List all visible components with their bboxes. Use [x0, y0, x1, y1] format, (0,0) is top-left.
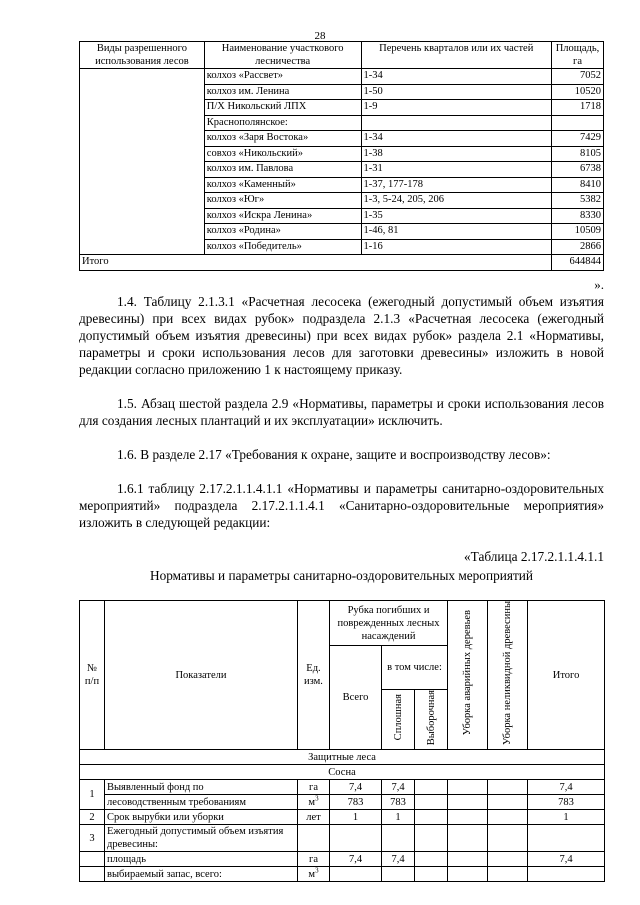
- usage-type-cell: [80, 208, 205, 224]
- row-clear: 7,4: [382, 780, 415, 795]
- quarter-list: 1-3, 5-24, 205, 206: [361, 193, 551, 209]
- row-clear: [382, 867, 415, 882]
- quarter-list: 1-50: [361, 84, 551, 100]
- area-value: 5382: [552, 193, 604, 209]
- header-quarters: Перечень кварталов или их частей: [361, 42, 551, 69]
- quarter-list: 1-31: [361, 162, 551, 178]
- row-emergency: [448, 825, 488, 852]
- row-selective: [415, 795, 448, 810]
- total-label: Итого: [80, 255, 552, 271]
- row-num: [80, 852, 105, 867]
- district-name: П/Х Никольский ЛПХ: [204, 100, 361, 116]
- page-number: 28: [314, 30, 326, 42]
- district-name: колхоз «Каменный»: [204, 177, 361, 193]
- row-label: Ежегодный допустимый объем изъятия древесины:: [105, 825, 298, 852]
- row-emergency: [448, 780, 488, 795]
- forest-districts-table: [79, 41, 604, 271]
- row-total: [330, 867, 382, 882]
- district-name: колхоз «Искра Ленина»: [204, 208, 361, 224]
- usage-type-cell: [80, 115, 205, 131]
- usage-type-cell: [80, 162, 205, 178]
- unit-text: м: [308, 868, 316, 880]
- header-row-1: [80, 601, 605, 646]
- district-name: совхоз «Никольский»: [204, 146, 361, 162]
- header-emergency: [448, 601, 488, 750]
- table-row: [80, 131, 604, 147]
- header-selective: [415, 689, 448, 749]
- row-label: выбираемый запас, всего:: [105, 867, 298, 882]
- row-label: лесоводственным требованиям: [105, 795, 298, 810]
- row-emergency: [448, 852, 488, 867]
- district-name: колхоз «Родина»: [204, 224, 361, 240]
- row-illiquid: [488, 867, 528, 882]
- area-value: 8105: [552, 146, 604, 162]
- usage-type-cell: [80, 100, 205, 116]
- table-row: [80, 208, 604, 224]
- row-total: 7,4: [330, 780, 382, 795]
- row-total: 783: [330, 795, 382, 810]
- row-illiquid: [488, 810, 528, 825]
- row-selective: [415, 867, 448, 882]
- row-total: 1: [330, 810, 382, 825]
- row-unit: [298, 867, 330, 882]
- header-emergency-text: Уборка аварийных деревьев: [462, 610, 474, 736]
- row-itogo: 1: [528, 810, 605, 825]
- subsection-title: Сосна: [80, 765, 605, 780]
- row-emergency: [448, 867, 488, 882]
- unit-superscript: 3: [315, 794, 319, 803]
- row-unit: га: [298, 780, 330, 795]
- table-row: [80, 825, 605, 852]
- row-clear: [382, 825, 415, 852]
- table-row: [80, 239, 604, 255]
- total-row: [80, 255, 604, 271]
- table-row: [80, 84, 604, 100]
- row-num: [80, 867, 105, 882]
- row-illiquid: [488, 795, 528, 810]
- header-district: Наименование участкового лесничества: [204, 42, 361, 69]
- table-row: [80, 810, 605, 825]
- total-value: 644844: [552, 255, 604, 271]
- table-row: [80, 867, 605, 882]
- area-value: 8410: [552, 177, 604, 193]
- paragraph-1-4: 1.4. Таблицу 2.1.3.1 «Расчетная лесосека (ежегодный допустимый объем изъятия древесины) при всех видах рубок» подраздела 2.1.3 «Расчетная лесосека (ежегодный допустимый объем изъятия древесины) при всех видах рубок» раздела 2.1 «Нормативы, параметры и сроки использования лесов для заготовки древесины» изложить в новой редакции согласно приложению 1 к настоящему приказу.: [79, 294, 604, 377]
- quarter-list: 1-38: [361, 146, 551, 162]
- row-selective: [415, 852, 448, 867]
- header-unit: Ед. изм.: [298, 601, 330, 750]
- header-usage-type: Виды разрешенного использования лесов: [80, 42, 205, 69]
- usage-type-cell: [80, 224, 205, 240]
- row-total: [330, 825, 382, 852]
- table-body: [80, 69, 604, 255]
- row-unit: [298, 825, 330, 852]
- header-indicators: Показатели: [105, 601, 298, 750]
- table-row: [80, 193, 604, 209]
- area-value: 2866: [552, 239, 604, 255]
- row-clear: 1: [382, 810, 415, 825]
- section-title: Защитные леса: [80, 750, 605, 765]
- area-value: 10520: [552, 84, 604, 100]
- row-illiquid: [488, 825, 528, 852]
- table-header-row: [80, 42, 604, 69]
- area-value: 7429: [552, 131, 604, 147]
- paragraph-1-5: 1.5. Абзац шестой раздела 2.9 «Нормативы, параметры и сроки использования лесов для создания лесных плантаций и их эксплуатации» исключить.: [79, 396, 604, 428]
- header-incl: в том числе:: [382, 646, 448, 690]
- district-name: колхоз им. Павлова: [204, 162, 361, 178]
- row-itogo: 7,4: [528, 780, 605, 795]
- header-itogo: Итого: [528, 601, 605, 750]
- table-row: [80, 177, 604, 193]
- table-title: Нормативы и параметры санитарно-оздоровительных мероприятий: [149, 568, 533, 583]
- row-total: 7,4: [330, 852, 382, 867]
- row-selective: [415, 780, 448, 795]
- row-itogo: 7,4: [528, 852, 605, 867]
- row-label: площадь: [105, 852, 298, 867]
- row-unit: [298, 795, 330, 810]
- section-row: [80, 750, 605, 765]
- row-illiquid: [488, 852, 528, 867]
- area-value: 1718: [552, 100, 604, 116]
- quarter-list: 1-35: [361, 208, 551, 224]
- paragraph-1-6-1: 1.6.1 таблицу 2.17.2.1.1.4.1.1 «Нормативы и параметры санитарно-оздоровительных мероприятий» подраздела 2.17.2.1.1.4.1 «Санитарно-оздоровительные мероприятия» изложить в следующей редакции:: [79, 481, 604, 530]
- district-name: колхоз «Рассвет»: [204, 69, 361, 85]
- row-itogo: [528, 825, 605, 852]
- row-unit: га: [298, 852, 330, 867]
- table-row: [80, 69, 604, 85]
- closing-quote: ».: [594, 277, 604, 292]
- district-name: колхоз «Заря Востока»: [204, 131, 361, 147]
- row-label: Срок вырубки или уборки: [105, 810, 298, 825]
- row-num: 1: [80, 780, 105, 810]
- row-itogo: [528, 867, 605, 882]
- quarter-list: 1-34: [361, 131, 551, 147]
- district-name: колхоз «Юг»: [204, 193, 361, 209]
- row-emergency: [448, 795, 488, 810]
- sanitary-measures-table: [79, 600, 605, 882]
- usage-type-cell: [80, 84, 205, 100]
- quarter-list: [361, 115, 551, 131]
- quarter-list: 1-37, 177-178: [361, 177, 551, 193]
- header-illiquid-text: Уборка неликвидной древесины: [502, 601, 514, 746]
- area-value: 10509: [552, 224, 604, 240]
- table-row: [80, 100, 604, 116]
- header-total: Всего: [330, 646, 382, 750]
- area-value: 8330: [552, 208, 604, 224]
- usage-type-cell: [80, 239, 205, 255]
- district-name: колхоз им. Ленина: [204, 84, 361, 100]
- row-num: 2: [80, 810, 105, 825]
- row-emergency: [448, 810, 488, 825]
- row-label: Выявленный фонд по: [105, 780, 298, 795]
- row-itogo: 783: [528, 795, 605, 810]
- table-number-caption: «Таблица 2.17.2.1.1.4.1.1: [464, 549, 604, 564]
- district-name: колхоз «Победитель»: [204, 239, 361, 255]
- table-row: [80, 224, 604, 240]
- row-selective: [415, 825, 448, 852]
- area-value: [552, 115, 604, 131]
- row-num: 3: [80, 825, 105, 852]
- row-illiquid: [488, 780, 528, 795]
- header-illiquid: [488, 601, 528, 750]
- usage-type-cell: [80, 177, 205, 193]
- table-row: [80, 852, 605, 867]
- header-clear: [382, 689, 415, 749]
- header-num: № п/п: [80, 601, 105, 750]
- header-felling: Рубка погибших и поврежденных лесных насаждений: [330, 601, 448, 646]
- row-selective: [415, 810, 448, 825]
- table-row: [80, 795, 605, 810]
- table-row: [80, 115, 604, 131]
- table-row: [80, 162, 604, 178]
- table-row: [80, 780, 605, 795]
- district-name: Краснополянское:: [204, 115, 361, 131]
- header-selective-text: Выборочная: [425, 689, 437, 746]
- table-row: [80, 146, 604, 162]
- quarter-list: 1-34: [361, 69, 551, 85]
- unit-text: м: [308, 796, 316, 808]
- quarter-list: 1-16: [361, 239, 551, 255]
- subsection-row: [80, 765, 605, 780]
- quarter-list: 1-9: [361, 100, 551, 116]
- area-value: 6738: [552, 162, 604, 178]
- row-unit: лет: [298, 810, 330, 825]
- header-area: Площадь, га: [552, 42, 604, 69]
- row-clear: 783: [382, 795, 415, 810]
- row-clear: 7,4: [382, 852, 415, 867]
- quarter-list: 1-46, 81: [361, 224, 551, 240]
- paragraph-1-6: 1.6. В разделе 2.17 «Требования к охране, защите и воспроизводству лесов»:: [117, 447, 551, 462]
- unit-superscript: 3: [315, 866, 319, 875]
- usage-type-cell: [80, 69, 205, 85]
- usage-type-cell: [80, 131, 205, 147]
- usage-type-cell: [80, 146, 205, 162]
- area-value: 7052: [552, 69, 604, 85]
- usage-type-cell: [80, 193, 205, 209]
- header-clear-text: Сплошная: [392, 694, 404, 741]
